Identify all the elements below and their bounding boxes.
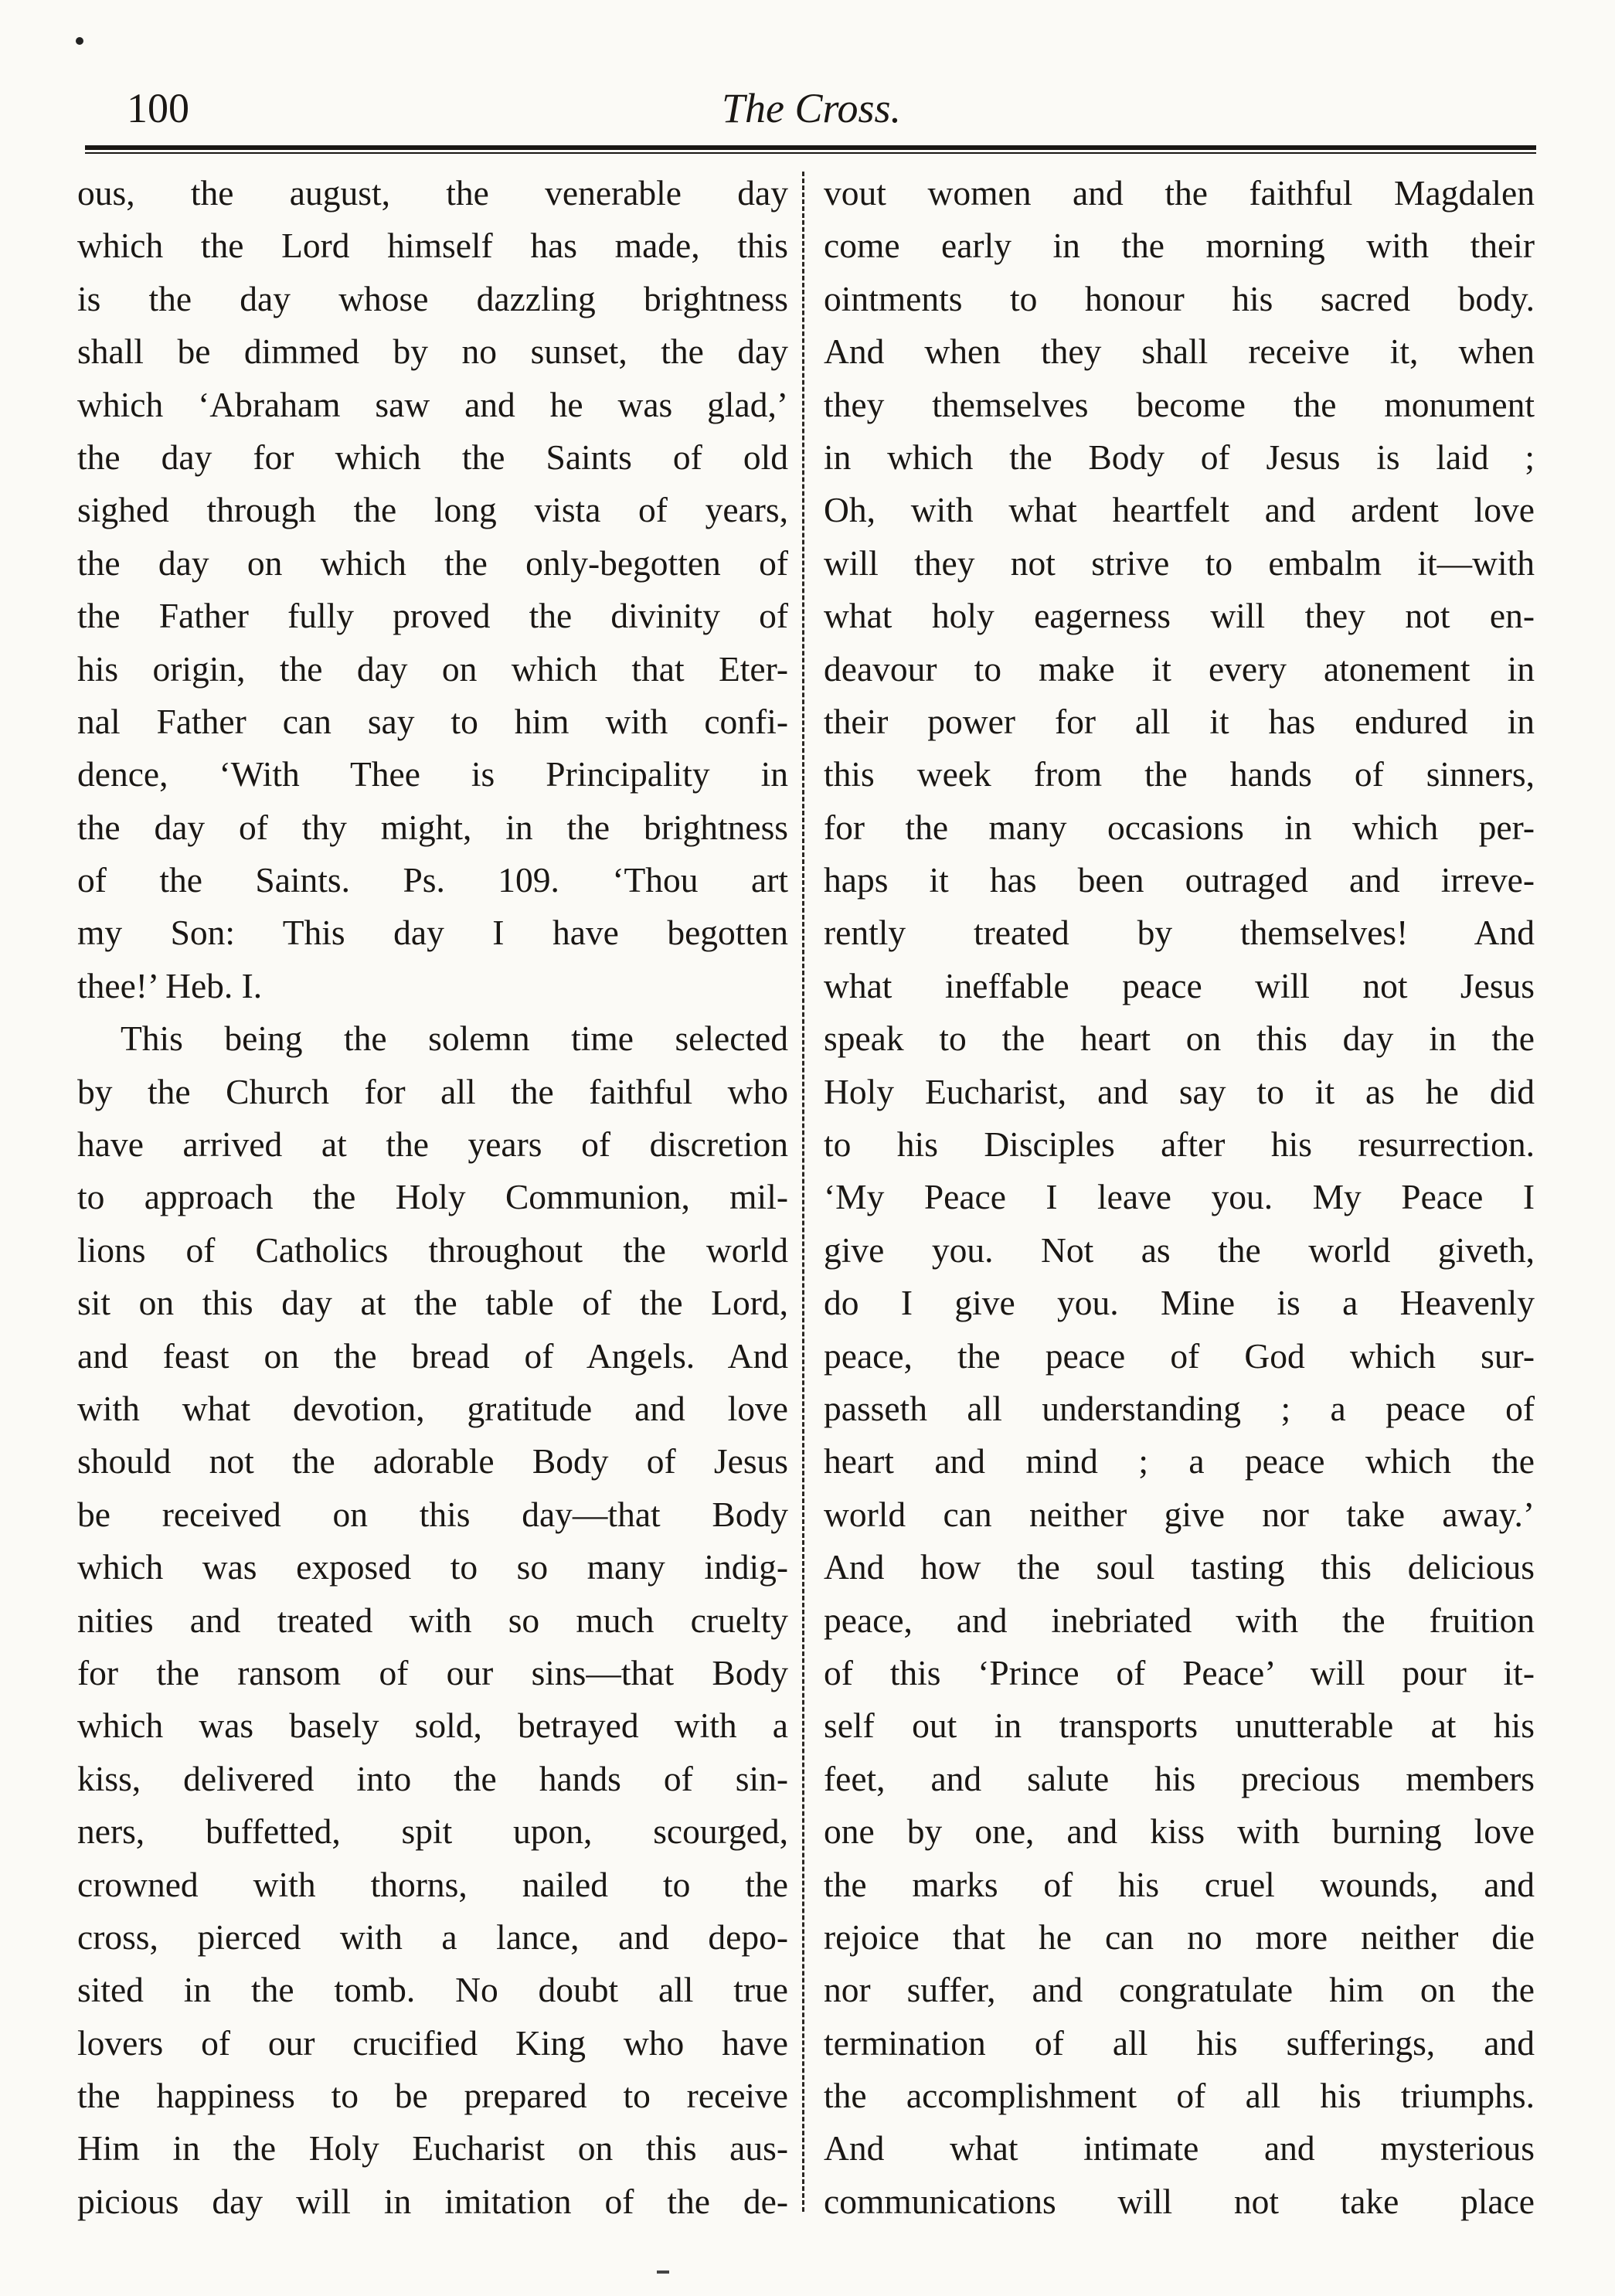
text-line: and feast on the bread of Angels. And — [77, 1335, 788, 1376]
text-line: lovers of our crucified King who have — [77, 2022, 788, 2063]
text-line: kiss, delivered into the hands of sin- — [77, 1758, 788, 1798]
text-line: to approach the Holy Communion, mil- — [77, 1177, 788, 1217]
page-corner-mark — [76, 37, 83, 45]
column-divider — [802, 172, 804, 2212]
text-line: come early in the morning with their — [824, 226, 1535, 266]
header-rule — [85, 145, 1536, 154]
text-line: to his Disciples after his resurrection. — [824, 1124, 1535, 1165]
text-line: give you. Not as the world giveth, — [824, 1230, 1535, 1270]
text-line: the happiness to be prepared to receive — [77, 2076, 788, 2116]
text-line: the day of thy might, in the brightness — [77, 807, 788, 847]
footer-mark — [657, 2270, 669, 2274]
text-line: their power for all it has endured in — [824, 701, 1535, 741]
text-line: feet, and salute his precious members — [824, 1758, 1535, 1798]
text-line: nal Father can say to him with confi- — [77, 701, 788, 741]
right-column — [824, 167, 1535, 2228]
text-line: the Father fully proved the divinity of — [77, 596, 788, 636]
text-line: with what devotion, gratitude and love — [77, 1388, 788, 1428]
text-line: ous, the august, the venerable day — [77, 173, 788, 213]
text-line: of this ‘Prince of Peace’ will pour it- — [824, 1652, 1535, 1692]
text-line: And what intimate and mysterious — [824, 2128, 1535, 2168]
text-line: of the Saints. Ps. 109. ‘Thou art — [77, 860, 788, 900]
left-column — [77, 167, 788, 2228]
text-line: shall be dimmed by no sunset, the day — [77, 332, 788, 372]
text-line: what holy eagerness will they not en- — [824, 596, 1535, 636]
text-line: vout women and the faithful Magdalen — [824, 173, 1535, 213]
page-header — [85, 77, 1538, 139]
text-line: peace, the peace of God which sur- — [824, 1335, 1535, 1376]
text-line: the day for which the Saints of old — [77, 437, 788, 477]
text-line: cross, pierced with a lance, and depo- — [77, 1917, 788, 1957]
text-line: deavour to make it every atonement in — [824, 648, 1535, 689]
text-line: passeth all understanding ; a peace of — [824, 1388, 1535, 1428]
page-number: 100 — [127, 85, 189, 131]
text-line: Holy Eucharist, and say to it as he did — [824, 1071, 1535, 1111]
text-line: Him in the Holy Eucharist on this aus- — [77, 2128, 788, 2168]
text-line: be received on this day—that Body — [77, 1494, 788, 1534]
text-line: speak to the heart on this day in the — [824, 1019, 1535, 1059]
text-line: by the Church for all the faithful who — [77, 1071, 788, 1111]
text-line: ‘My Peace I leave you. My Peace I — [824, 1177, 1535, 1217]
text-line: will they not strive to embalm it—with — [824, 543, 1535, 583]
text-line: they themselves become the monument — [824, 384, 1535, 424]
text-line: communications will not take place — [824, 2181, 1535, 2221]
text-line: ointments to honour his sacred body. — [824, 278, 1535, 318]
text-line: ners, buffetted, spit upon, scourged, — [77, 1811, 788, 1852]
text-line: crowned with thorns, nailed to the — [77, 1864, 788, 1904]
text-line: termination of all his sufferings, and — [824, 2022, 1535, 2063]
text-line: in which the Body of Jesus is laid ; — [824, 437, 1535, 477]
text-line: his origin, the day on which that Eter- — [77, 648, 788, 689]
text-line: which was basely sold, betrayed with a — [77, 1706, 788, 1746]
text-line: rejoice that he can no more neither die — [824, 1917, 1535, 1957]
text-line: This being the solemn time selected — [121, 1019, 788, 1059]
running-title: The Cross. — [721, 85, 902, 131]
text-line: should not the adorable Body of Jesus — [77, 1441, 788, 1481]
text-line: Oh, with what heartfelt and ardent love — [824, 490, 1535, 530]
text-line: sit on this day at the table of the Lord, — [77, 1283, 788, 1323]
text-line: sited in the tomb. No doubt all true — [77, 1970, 788, 2010]
text-line: sighed through the long vista of years, — [77, 490, 788, 530]
text-line: one by one, and kiss with burning love — [824, 1811, 1535, 1852]
text-line: nor suffer, and congratulate him on the — [824, 1970, 1535, 2010]
text-line: for the ransom of our sins—that Body — [77, 1652, 788, 1692]
text-line: for the many occasions in which per- — [824, 807, 1535, 847]
text-line: peace, and inebriated with the fruition — [824, 1600, 1535, 1640]
text-line: haps it has been outraged and irreve- — [824, 860, 1535, 900]
text-line: And when they shall receive it, when — [824, 332, 1535, 372]
text-line: my Son: This day I have begotten — [77, 913, 788, 953]
text-line: which was exposed to so many indig- — [77, 1547, 788, 1587]
text-line: have arrived at the years of discretion — [77, 1124, 788, 1165]
text-line: is the day whose dazzling brightness — [77, 278, 788, 318]
text-line: rently treated by themselves! And — [824, 913, 1535, 953]
text-line: thee!’ Heb. I. — [77, 965, 263, 1005]
text-line: self out in transports unutterable at his — [824, 1706, 1535, 1746]
text-line: the marks of his cruel wounds, and — [824, 1864, 1535, 1904]
text-line: the day on which the only-begotten of — [77, 543, 788, 583]
text-line: the accomplishment of all his triumphs. — [824, 2076, 1535, 2116]
text-line: nities and treated with so much cruelty — [77, 1600, 788, 1640]
text-line: And how the soul tasting this delicious — [824, 1547, 1535, 1587]
text-line: lions of Catholics throughout the world — [77, 1230, 788, 1270]
text-line: heart and mind ; a peace which the — [824, 1441, 1535, 1481]
text-line: which the Lord himself has made, this — [77, 226, 788, 266]
text-line: what ineffable peace will not Jesus — [824, 965, 1535, 1005]
text-line: this week from the hands of sinners, — [824, 754, 1535, 794]
text-line: world can neither give nor take away.’ — [824, 1494, 1535, 1534]
text-line: picious day will in imitation of the de- — [77, 2181, 788, 2221]
text-line: which ‘Abraham saw and he was glad,’ — [77, 384, 788, 424]
text-line: dence, ‘With Thee is Principality in — [77, 754, 788, 794]
text-line: do I give you. Mine is a Heavenly — [824, 1283, 1535, 1323]
